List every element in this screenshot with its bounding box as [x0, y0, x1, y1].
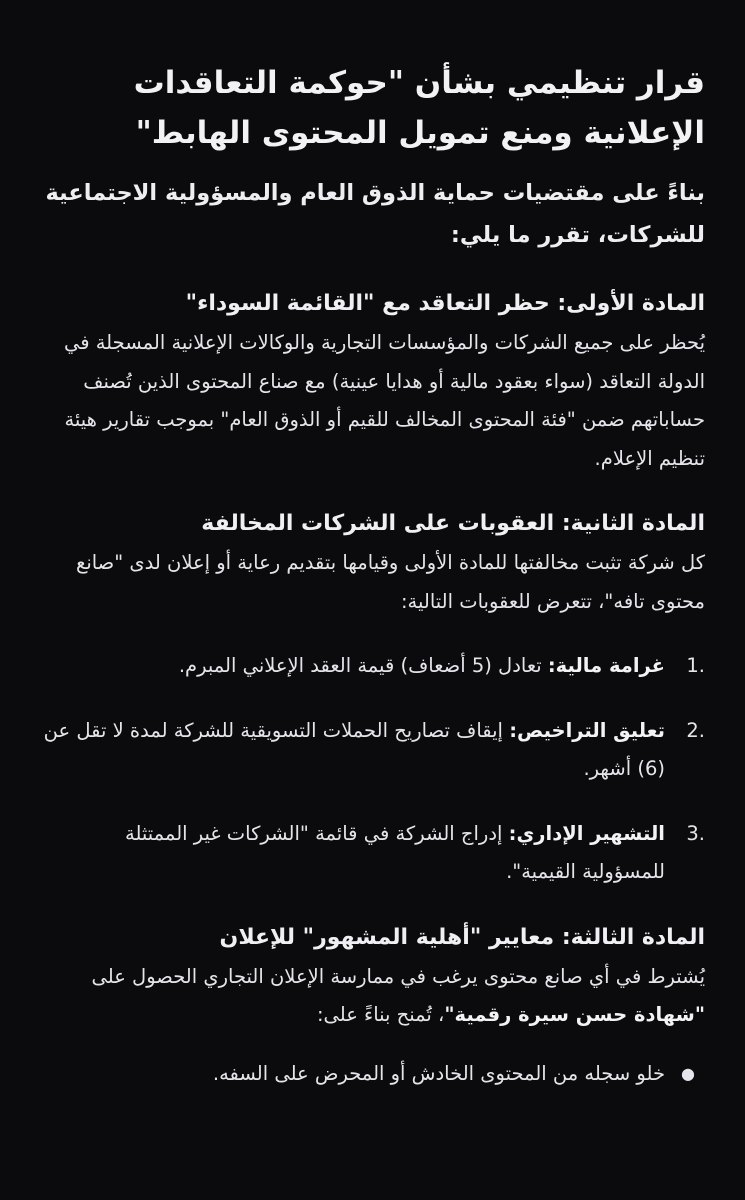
article-3-body — [42, 958, 705, 1035]
penalty-number: 3. — [686, 821, 705, 845]
penalty-text: إيقاف تصاريح الحملات التسويقية للشركة لمدة لا تقل عن (6) أشهر. — [43, 718, 665, 780]
article-3-heading: المادة الثالثة: معايير "أهلية المشهور" للإعلان — [219, 924, 705, 950]
article-1-heading: المادة الأولى: حظر التعاقد مع "القائمة السوداء" — [185, 291, 705, 316]
article-2-heading: المادة الثانية: العقوبات على الشركات المخالفة — [201, 511, 705, 536]
penalties-list — [42, 647, 705, 892]
criteria-item — [42, 1055, 705, 1094]
penalty-lead: غرامة مالية: — [547, 654, 665, 677]
penalty-item — [42, 815, 705, 892]
penalty-item — [42, 647, 705, 686]
penalty-text-wrap — [42, 815, 665, 892]
article-2 — [42, 504, 705, 892]
penalty-lead: تعليق التراخيص: — [509, 718, 665, 742]
article-1 — [42, 284, 705, 478]
penalty-number: 1. — [686, 654, 705, 677]
penalty-text: تعادل (5 أضعاف) قيمة العقد الإعلاني المبرم. — [178, 654, 542, 677]
penalty-text: إدراج الشركة في قائمة "الشركات غير الممتثلة للمسؤولية القيمية". — [124, 821, 665, 883]
criteria-text: خلو سجله من المحتوى الخادش أو المحرض على السفه. — [212, 1061, 665, 1085]
penalty-number: 2. — [686, 718, 705, 742]
bullet-dot-icon: ● — [681, 1063, 695, 1083]
document-title: قرار تنظيمي بشأن "حوكمة التعاقدات الإعلانية ومنع تمويل المحتوى الهابط" — [133, 65, 705, 151]
penalty-lead: التشهير الإداري: — [508, 821, 665, 845]
article-3-body-start: يُشترط في أي صانع محتوى يرغب في ممارسة الإعلان التجاري الحصول على — [91, 964, 705, 988]
article-3 — [42, 918, 705, 1094]
penalty-text-wrap — [42, 712, 665, 789]
digital-conduct-certificate: "شهادة حسن سيرة رقمية" — [444, 1003, 705, 1026]
eligibility-criteria-list — [42, 1055, 705, 1094]
penalty-item — [42, 712, 705, 789]
article-1-body: يُحظر على جميع الشركات والمؤسسات التجارية والوكالات الإعلانية المسجلة في الدولة التعاقد (سواء بعقود مالية أو هدايا عينية) مع صناع المحتوى الذين تُصنف حساباتهم ضمن "فئة المحتوى المخالف للقيم أو الذوق العام" بموجب تقارير هيئة تنظيم الإعلام. — [63, 331, 705, 470]
article-2-body: كل شركة تثبت مخالفتها للمادة الأولى وقيامها بتقديم رعاية أو إعلان لدى "صانع محتوى تافه"، تتعرض للعقوبات التالية: — [75, 551, 705, 613]
penalty-text-wrap — [42, 647, 665, 686]
preamble: بناءً على مقتضيات حماية الذوق العام والمسؤولية الاجتماعية للشركات، تقرر ما يلي: — [45, 180, 705, 248]
article-3-body-end: ، تُمنح بناءً على: — [316, 1003, 445, 1026]
